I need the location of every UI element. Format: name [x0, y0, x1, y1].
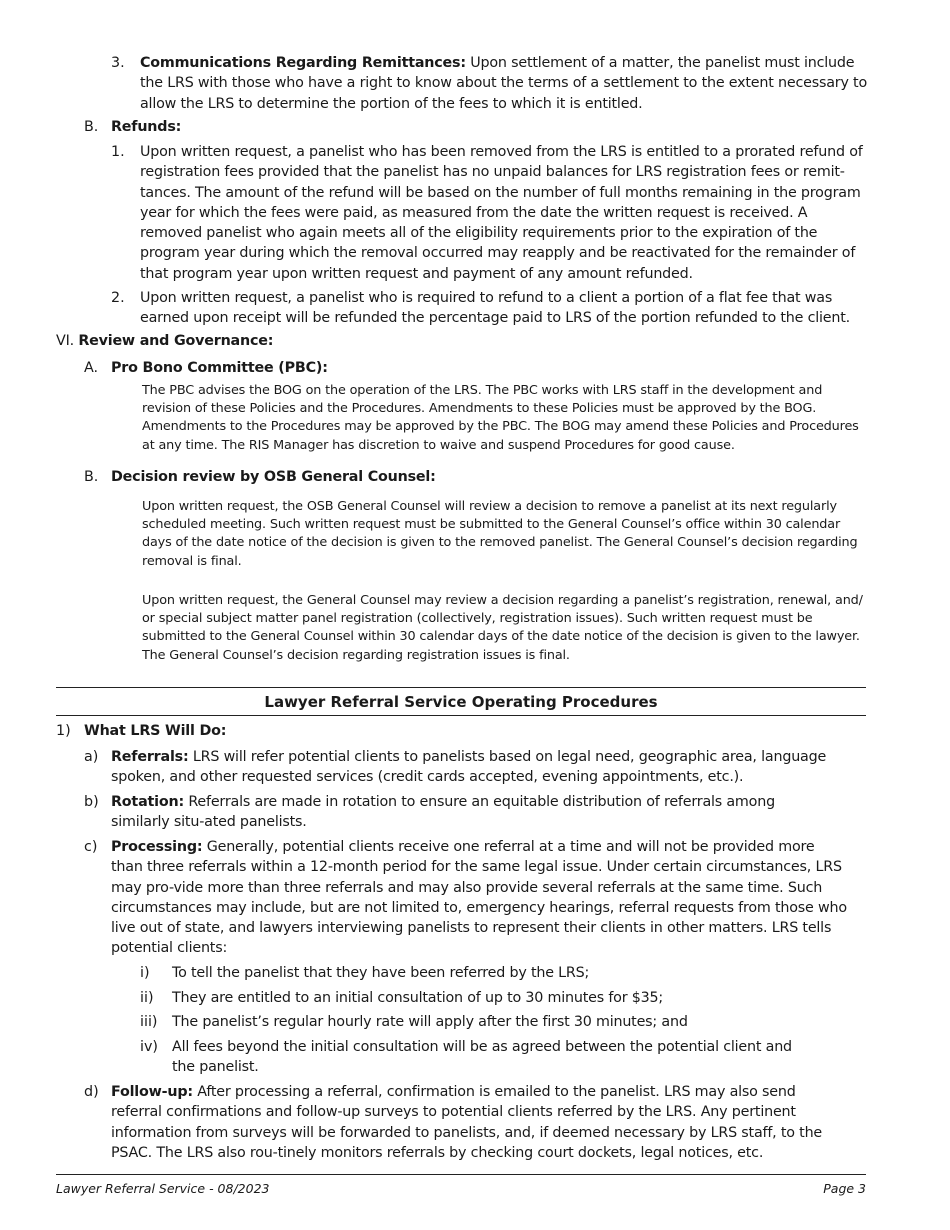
what-lrs-will-do-heading: What LRS Will Do: — [84, 723, 227, 739]
remittances-text: Upon settlement of a matter, the panelist must include the LRS with those who have a right to know about the terms of a settlement to the extent necessary to allow the LRS to determine the portion of the fees to which it is entitled. — [140, 55, 868, 112]
item-number: 1. — [111, 144, 125, 160]
item-letter: c) — [84, 839, 98, 855]
refund-item-1: Upon written request, a panelist who has been removed from the LRS is entitled to a prorated refund of registration fees provided that the panelist has no unpaid balances for LRS registration fees or remit-tances. The amount of the refund will be based on the number of full months remaining in the program year for which the fees were paid, as measured from the date the written request is received. A removed panelist who again meets all of the eligibility requirements prior to the expiration of the program year during which the removal occurred may reapply and be reactivated for the remainder of that program year upon written request and payment of any amount refunded. — [140, 144, 863, 282]
sub-item-text: They are entitled to an initial consultation of up to 30 minutes for $35; — [172, 990, 664, 1006]
sub-item-text: All fees beyond the initial consultation will be as agreed between the potential client and the panelist. — [172, 1039, 792, 1076]
procedures-title: Lawyer Referral Service Operating Procedures — [264, 693, 658, 711]
referrals-paragraph: Referrals: LRS will refer potential clients to panelists based on legal need, geographic area, language spoken, and other requested services (credit cards accepted, evening appointments, etc.). — [111, 749, 827, 786]
refund-item-2: Upon written request, a panelist who is required to refund to a client a portion of a flat fee that was earned upon receipt will be refunded the percentage paid to LRS of the portion refunded to the client. — [140, 290, 851, 327]
general-counsel-heading: Decision review by OSB General Counsel: — [111, 469, 436, 485]
footer-rule — [56, 1174, 866, 1175]
footer-left: Lawyer Referral Service - 08/2023 — [56, 1181, 270, 1196]
title-rule-top — [56, 687, 866, 688]
section-letter: A. — [84, 360, 99, 376]
footer-page-number: Page 3 — [823, 1181, 866, 1196]
refunds-heading: Refunds: — [111, 119, 182, 135]
pbc-paragraph: The PBC advises the BOG on the operation of the LRS. The PBC works with LRS staff in the development and revision of these Policies and the Procedures. Amendments to these Policies must be approved by the BOG. Amendments to the Procedures may be approved by the PBC. The BOG may amend these Policies and Procedures at any time. The RIS Manager has discretion to waive and suspend Procedures for good cause. — [142, 383, 859, 453]
general-counsel-paragraph-1: Upon written request, the OSB General Counsel will review a decision to remove a panelist at its next regularly scheduled meeting. Such written request must be submitted to the General Counsel’s office within 30 calendar days of the date notice of the decision is given to the removed panelist. The General Counsel’s decision regarding removal is final. — [142, 499, 858, 569]
processing-paragraph: Processing: Generally, potential clients receive one referral at a time and will not be provided more than three referrals within a 12-month period for the same legal issue. Under certain circumstances, LRS may pro-vide more than three referrals and may also provide several referrals at the same time. Such circumstances may include, but are not limited to, emergency hearings, referral requests from those who live out of state, and lawyers interviewing panelists to represent their clients in other matters. LRS tells potential clients: — [111, 839, 847, 957]
sub-item-text: To tell the panelist that they have been referred by the LRS; — [172, 965, 590, 981]
sub-item-text: The panelist’s regular hourly rate will apply after the first 30 minutes; and — [172, 1014, 688, 1030]
section-letter: B. — [84, 469, 99, 485]
pbc-heading: Pro Bono Committee (PBC): — [111, 360, 328, 376]
review-governance-heading: VI. Review and Governance: — [56, 333, 274, 349]
item-letter: b) — [84, 794, 99, 810]
item-letter: a) — [84, 749, 99, 765]
general-counsel-paragraph-2: Upon written request, the General Counsel may review a decision regarding a panelist’s registration, renewal, and/ or special subject matter panel registration (collectively, registration issues). Such written request must be submitted to the General Counsel within 30 calendar days of the date notice of the decision is given to the lawyer. The General Counsel’s decision regarding registration issues is final. — [142, 593, 863, 663]
sub-item-number: i) — [140, 965, 150, 981]
sub-item-number: iv) — [140, 1039, 159, 1055]
title-rule-bottom — [56, 715, 866, 716]
sub-item-number: ii) — [140, 990, 154, 1006]
item-letter: d) — [84, 1084, 99, 1100]
section-number: 1) — [56, 723, 71, 739]
section-letter: B. — [84, 119, 99, 135]
remittances-paragraph — [140, 53, 875, 114]
item-number: 2. — [111, 290, 125, 306]
sub-item-number: iii) — [140, 1014, 158, 1030]
follow-up-paragraph: Follow-up: After processing a referral, confirmation is emailed to the panelist. LRS may also send referral confirmations and follow-up surveys to potential clients referred by the LRS. Any pertinent information from surveys will be forwarded to panelists, and, if deemed necessary by LRS staff, to the PSAC. The LRS also rou-tinely monitors referrals by checking court dockets, legal notices, etc. — [111, 1084, 823, 1161]
item-number: 3. — [111, 55, 125, 71]
remittances-heading: Communications Regarding Remittances: — [140, 55, 466, 71]
rotation-paragraph: Rotation: Referrals are made in rotation to ensure an equitable distribution of referrals among similarly situ-ated panelists. — [111, 794, 775, 831]
